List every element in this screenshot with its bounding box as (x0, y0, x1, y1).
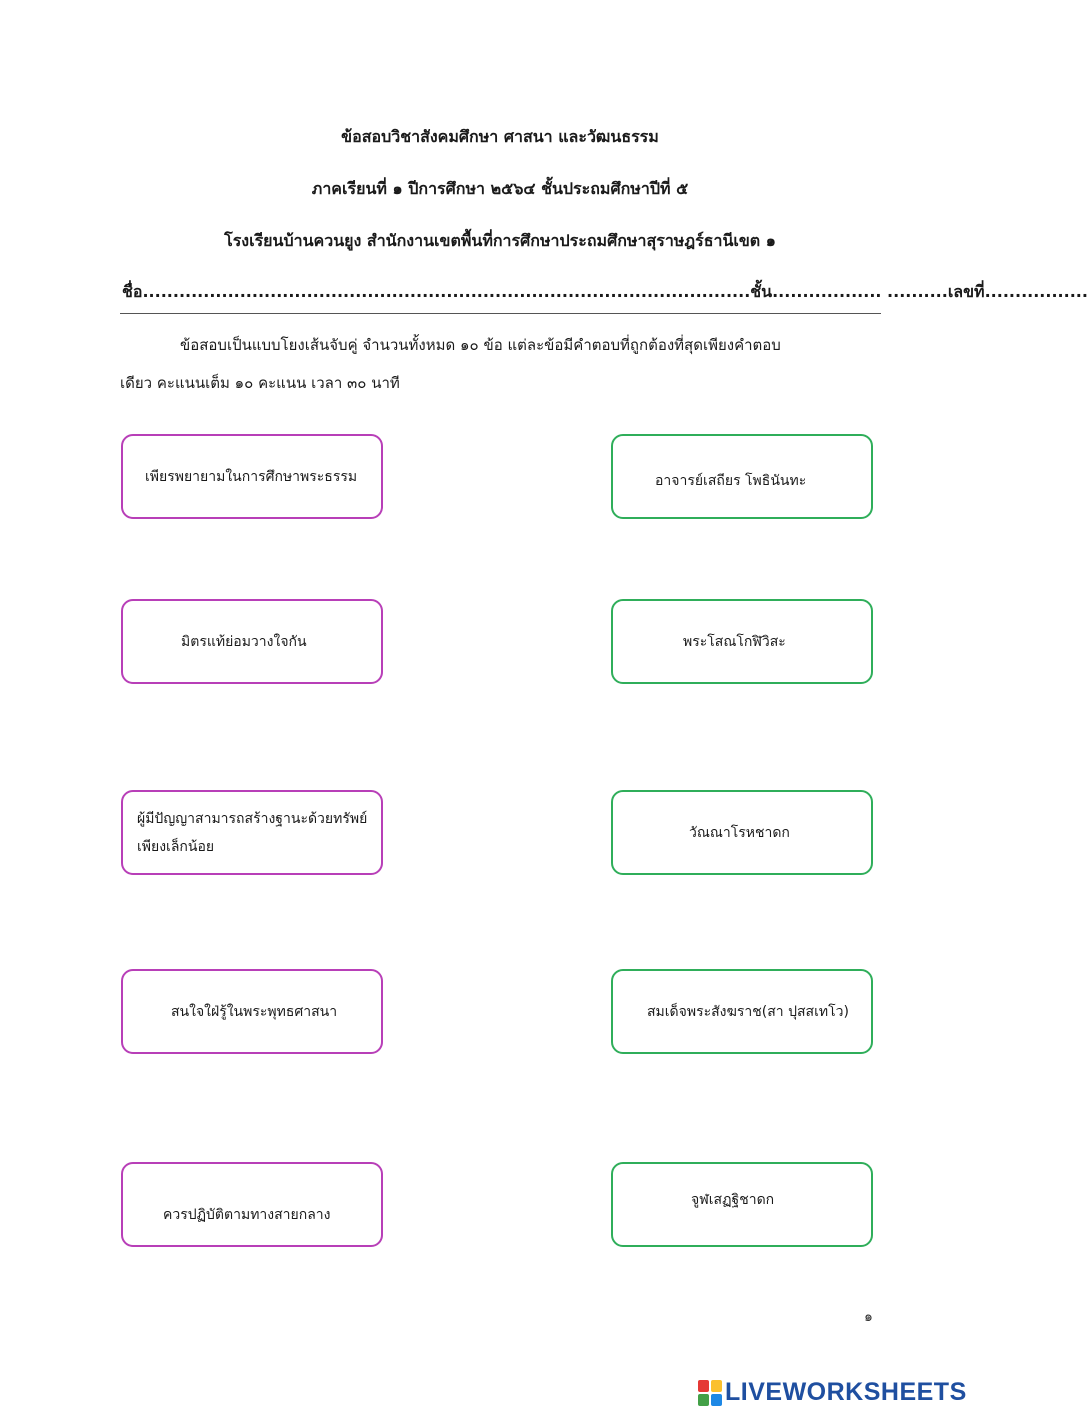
match-right-label: สมเด็จพระสังฆราช(สา ปุสสเทโว) (647, 1003, 849, 1020)
match-right-label: วัณณาโรหชาดก (689, 824, 790, 841)
exam-term: ภาคเรียนที่ ๑ ปีการศึกษา ๒๕๖๔ ชั้นประถมศึกษาปีที่ ๕ (311, 179, 689, 198)
logo-grid-icon (698, 1380, 722, 1406)
match-left-label: ควรปฏิบัติตามทางสายกลาง (163, 1206, 331, 1223)
match-right-4[interactable] (611, 969, 873, 1054)
brand-text: LIVEWORKSHEETS (725, 1378, 967, 1406)
school-name: โรงเรียนบ้านควนยูง สำนักงานเขตพื้นที่การศึกษาประถมศึกษาสุราษฎร์ธานีเขต ๑ (224, 231, 776, 250)
match-left-label: ผู้มีปัญญาสามารถสร้างฐานะด้วยทรัพย์เพียงเล็กน้อย (137, 810, 368, 855)
student-info-row: ชื่อ....................................................................................................ชั้น.................. ..........เลขที่................. (122, 282, 1088, 301)
divider (120, 313, 881, 314)
match-right-label: พระโสณโกฬิวิสะ (683, 633, 786, 650)
match-left-label: เพียรพยายามในการศึกษาพระธรรม (145, 468, 358, 485)
match-left-4[interactable] (121, 969, 383, 1054)
match-right-3[interactable] (611, 790, 873, 875)
liveworksheets-logo[interactable] (698, 1378, 967, 1407)
match-left-2[interactable] (121, 599, 383, 684)
match-right-1[interactable] (611, 434, 873, 519)
match-right-5[interactable] (611, 1162, 873, 1247)
match-left-1[interactable] (121, 434, 383, 519)
match-right-label: อาจารย์เสถียร โพธินันทะ (655, 472, 807, 489)
match-right-2[interactable] (611, 599, 873, 684)
match-right-label: จูฬเสฏฐิชาดก (691, 1191, 775, 1208)
match-left-label: สนใจใฝ่รู้ในพระพุทธศาสนา (171, 1003, 338, 1020)
instructions-line-2: เดียว คะแนนเต็ม ๑๐ คะแนน เวลา ๓๐ นาที (120, 374, 400, 392)
match-left-label: มิตรแท้ย่อมวางใจกัน (181, 633, 307, 650)
match-left-5[interactable] (121, 1162, 383, 1247)
instructions-line-1: ข้อสอบเป็นแบบโยงเส้นจับคู่ จำนวนทั้งหมด ๑๐ ข้อ แต่ละข้อมีคำตอบที่ถูกต้องที่สุดเพียงคำตอบ (180, 336, 781, 354)
page-number: ๑ (864, 1309, 873, 1325)
match-left-3[interactable] (121, 790, 383, 875)
exam-title: ข้อสอบวิชาสังคมศึกษา ศาสนา และวัฒนธรรม (341, 127, 659, 146)
